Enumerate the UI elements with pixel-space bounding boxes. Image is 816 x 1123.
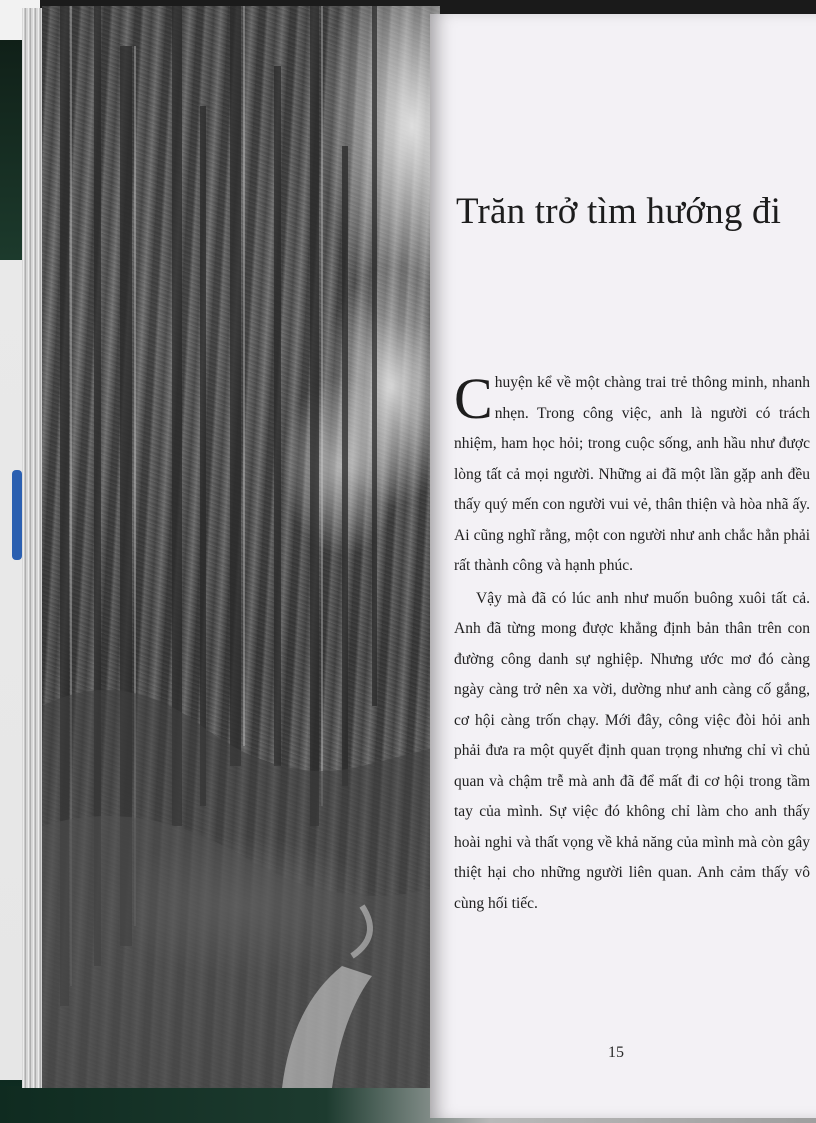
chapter-body [454,368,810,919]
book-page-edges [22,8,44,1088]
drop-cap: C [454,366,493,431]
cover-edge-mark [12,470,22,560]
paragraph-1-text: huyện kể về một chàng trai trẻ thông minh, nhanh nhẹn. Trong công việc, anh là người có trách nhiệm, ham học hỏi; trong cuộc sống, anh hầu như được lòng tất cả mọi người. Những ai đã một lần gặp anh đều thấy quý mến con người vui vẻ, thân thiện và hòa nhã ấy. Ai cũng nghĩ rằng, một con người như anh chắc hẳn phải rất thành công và hạnh phúc. [454,374,810,574]
forest-path-photo [42,6,440,1088]
page-number: 15 [608,1044,624,1061]
paragraph-1 [454,368,810,582]
forest-illustration [42,6,440,1088]
paragraph-2: Vậy mà đã có lúc anh như muốn buông xuôi tất cả. Anh đã từng mong được khẳng định bản thân trên con đường công danh sự nghiệp. Nhưng ước mơ đó càng ngày càng trở nên xa vời, dường như anh càng cố gắng, cơ hội càng trốn chạy. Mới đây, công việc đòi hỏi anh phải đưa ra một quyết định quan trọng nhưng chỉ vì chủ quan và chậm trễ mà anh đã để mất đi cơ hội trong tầm tay của mình. Sự việc đó không chỉ làm cho anh thấy hoài nghi và thất vọng về khả năng của mình mà còn gây thiệt hại cho những người liên quan. Anh cảm thấy vô cùng hối tiếc. [454,589,810,912]
chapter-title: Trăn trở tìm hướng đi [456,191,782,232]
text-page [430,14,816,1118]
